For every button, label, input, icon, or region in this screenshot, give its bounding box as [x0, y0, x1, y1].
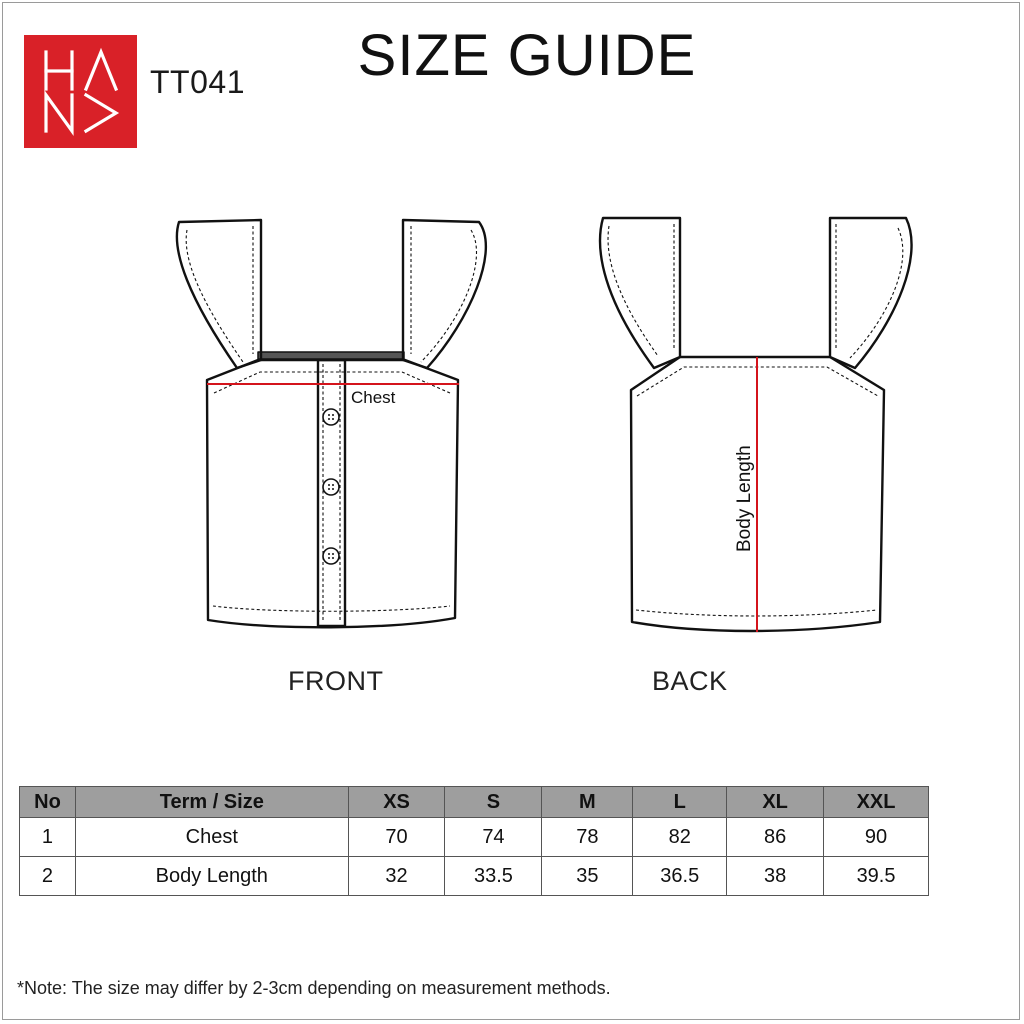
header-term-size: Term / Size — [75, 787, 348, 818]
header-xs: XS — [348, 787, 445, 818]
table-cell: 1 — [20, 818, 76, 857]
body-length-annotation: Body Length — [734, 445, 755, 552]
front-label: FRONT — [288, 666, 384, 696]
back-stitching — [608, 224, 903, 616]
table-header-row — [20, 787, 929, 818]
table-cell: 82 — [633, 818, 727, 857]
table-cell: 33.5 — [445, 857, 542, 896]
table-cell: 2 — [20, 857, 76, 896]
table-cell: 70 — [348, 818, 445, 857]
table-cell: 38 — [727, 857, 824, 896]
table-cell: 86 — [727, 818, 824, 857]
table-cell: 78 — [542, 818, 633, 857]
table-cell: 35 — [542, 857, 633, 896]
page-title: SIZE GUIDE — [357, 23, 697, 88]
table-cell: 39.5 — [824, 857, 929, 896]
table-row — [20, 857, 929, 896]
header-xl: XL — [727, 787, 824, 818]
header-xxl: XXL — [824, 787, 929, 818]
back-top-drawing — [600, 218, 912, 631]
header-l: L — [633, 787, 727, 818]
header-s: S — [445, 787, 542, 818]
table-cell: 90 — [824, 818, 929, 857]
product-code: TT041 — [150, 64, 245, 100]
table-row — [20, 818, 929, 857]
table-cell: 74 — [445, 818, 542, 857]
header-m: M — [542, 787, 633, 818]
measurement-note: *Note: The size may differ by 2-3cm depending on measurement methods. — [17, 978, 611, 998]
table-cell: Chest — [75, 818, 348, 857]
chest-annotation: Chest — [351, 388, 396, 407]
front-buttons — [323, 409, 339, 564]
back-label: BACK — [652, 666, 728, 696]
header-no: No — [20, 787, 76, 818]
table-cell: 32 — [348, 857, 445, 896]
table-cell: Body Length — [75, 857, 348, 896]
table-cell: 36.5 — [633, 857, 727, 896]
size-table — [19, 786, 929, 896]
